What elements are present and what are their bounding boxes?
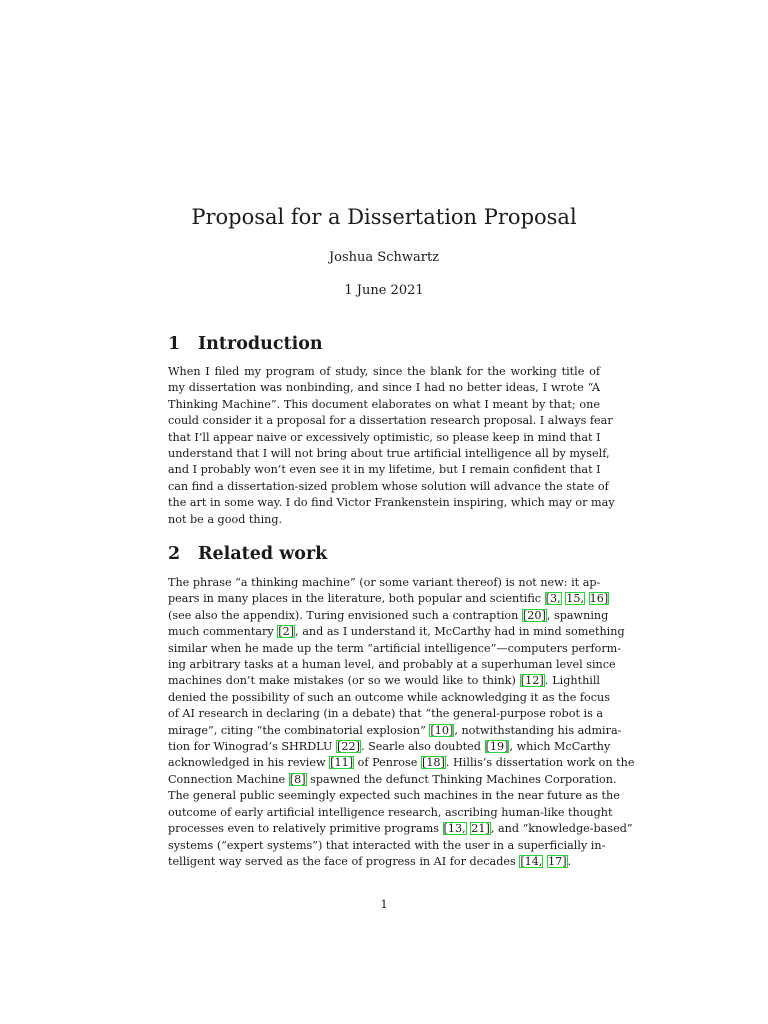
- text-line: the art in some way. I do find Victor Frankenstein inspiring, which may or may: [168, 496, 615, 510]
- citation-link[interactable]: 17]: [548, 854, 567, 868]
- text-line: mirage”, citing “the combinatorial explosion” [10], notwithstanding his admira-: [168, 723, 622, 737]
- text-line: my dissertation was nonbinding, and since I had no better ideas, I wrote “A: [168, 381, 600, 395]
- section-heading-introduction: [168, 334, 323, 354]
- text-line: denied the possibility of such an outcome while acknowledging it as the focus: [168, 690, 610, 704]
- citation-link[interactable]: 15,: [566, 592, 585, 606]
- citation-link[interactable]: [3,: [545, 592, 561, 606]
- citation-link[interactable]: 21]: [471, 822, 490, 836]
- citation-link[interactable]: 16]: [589, 592, 609, 606]
- paper-title: Proposal for a Dissertation Proposal: [191, 205, 577, 229]
- text-line: processes even to relatively primitive programs [13, 21], and “knowledge-based”: [168, 822, 633, 836]
- text-line: of AI research in declaring (in a debate) that “the general-purpose robot is a: [168, 707, 604, 721]
- citation-link[interactable]: [22]: [336, 740, 360, 754]
- citation-link[interactable]: [10]: [430, 723, 454, 737]
- text-line: The phrase “a thinking machine” (or some variant thereof) is not new: it ap-: [168, 576, 601, 589]
- citation-link[interactable]: [19]: [485, 740, 509, 754]
- paper-date: 1 June 2021: [344, 283, 424, 298]
- text-line: Connection Machine [8] spawned the defunct Thinking Machines Corporation.: [168, 772, 617, 786]
- text-line: tion for Winograd’s SHRDLU [22]. Searle also doubted [19], which McCarthy: [168, 740, 611, 754]
- text-line: can find a dissertation-sized problem whose solution will advance the state of: [168, 479, 609, 493]
- page-number: 1: [380, 898, 388, 911]
- citation-link[interactable]: [14,: [520, 854, 543, 868]
- text-line: When I filed my program of study, since the blank for the working title of: [168, 365, 600, 378]
- text-line: telligent way served as the face of progress in AI for decades [14, 17].: [168, 854, 572, 868]
- related-work-paragraph: [168, 575, 635, 870]
- text-line: not be a good thing.: [168, 512, 283, 526]
- citation-link[interactable]: [20]: [522, 608, 546, 622]
- introduction-paragraph: [168, 364, 615, 528]
- text-line: pears in many places in the literature, both popular and scientific [3, 15, 16]: [168, 592, 609, 606]
- text-line: much commentary [2], and as I understand it, McCarthy had in mind something: [168, 625, 625, 639]
- citation-link[interactable]: [8]: [289, 772, 306, 786]
- text-line: ing arbitrary tasks at a human level, and probably at a superhuman level since: [168, 658, 616, 672]
- text-line: (see also the appendix). Turing envisioned such a contraption [20], spawning: [168, 608, 609, 622]
- text-line: outcome of early artificial intelligence research, ascribing human-like thought: [168, 805, 613, 819]
- text-line: systems (“expert systems”) that interacted with the user in a superficially in-: [168, 838, 606, 852]
- citation-link[interactable]: [2]: [278, 625, 295, 639]
- paper-author: Joshua Schwartz: [328, 250, 440, 265]
- text-line: The general public seemingly expected such machines in the near future as the: [168, 789, 620, 803]
- text-line: Thinking Machine”. This document elaborates on what I meant by that; one: [168, 397, 600, 411]
- text-line: and I probably won’t even see it in my lifetime, but I remain confident that I: [168, 463, 601, 477]
- text-line: similar when he made up the term “artificial intelligence”—computers perform-: [168, 641, 622, 655]
- text-line: acknowledged in his review [11] of Penrose [18]. Hillis’s dissertation work on the: [168, 756, 635, 770]
- citation-link[interactable]: [13,: [443, 822, 466, 836]
- section-title: Related work: [198, 544, 328, 564]
- section-heading-related-work: [168, 544, 327, 564]
- section-number: 2: [168, 544, 181, 564]
- citation-link[interactable]: [12]: [520, 674, 544, 688]
- text-line: understand that I will not bring about true artificial intelligence all by myself,: [168, 447, 610, 461]
- text-line: machines don’t make mistakes (or so we would like to think) [12]. Lighthill: [168, 674, 601, 688]
- citation-link[interactable]: [11]: [330, 756, 354, 770]
- text-line: could consider it a proposal for a dissertation research proposal. I always fear: [168, 414, 613, 428]
- text-line: that I’ll appear naive or excessively optimistic, so please keep in mind that I: [168, 430, 601, 444]
- citation-link[interactable]: [18]: [421, 756, 445, 770]
- section-number: 1: [168, 334, 181, 354]
- section-title: Introduction: [198, 334, 323, 354]
